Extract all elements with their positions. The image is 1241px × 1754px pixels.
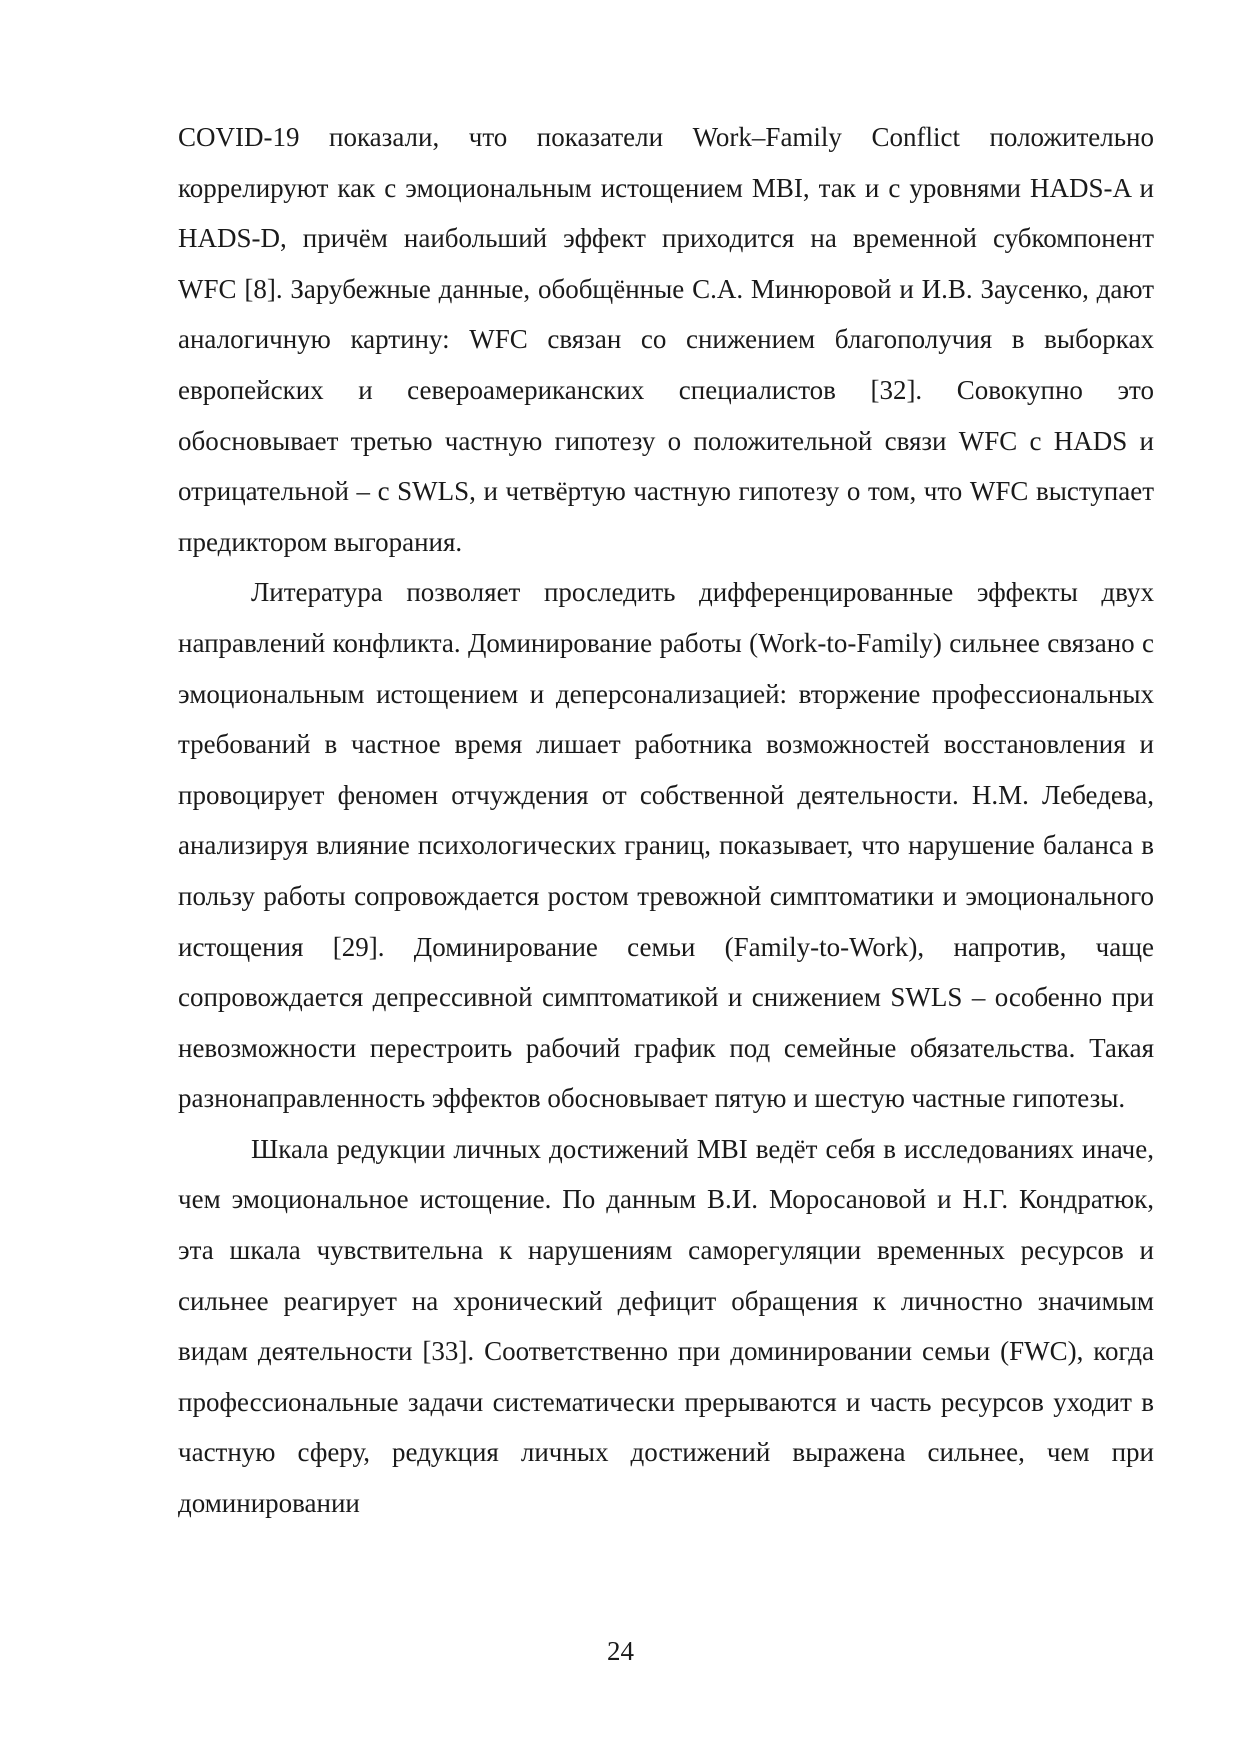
paragraph-conflict-directions: Литература позволяет проследить дифференцированные эффекты двух направлений конфликта. Доминирование работы (Work-to-Family) сильнее связано с эмоциональным истощением и деперсонализацией: вторжение профессиональных требований в частное время лишает работника возможностей восстановления и провоцирует феномен отчуждения от собственной деятельности. Н.М. Лебедева, анализируя влияние психологических границ, показывает, что нарушение баланса в пользу работы сопровождается ростом тревожной симптоматики и эмоционального истощения [29]. Доминирование семьи (Family-to-Work), напротив, чаще сопровождается депрессивной симптоматикой и снижением SWLS – особенно при невозможности перестроить рабочий график под семейные обязательства. Такая разнонаправленность эффектов обосновывает пятую и шестую частные гипотезы.: [178, 577, 1154, 1114]
page-body: [178, 112, 1154, 1529]
page-number: 24: [607, 1636, 634, 1666]
paragraph-personal-accomplishment: Шкала редукции личных достижений MBI ведёт себя в исследованиях иначе, чем эмоциональное истощение. По данным В.И. Моросановой и Н.Г. Кондратюк, эта шкала чувствительна к нарушениям саморегуляции временных ресурсов и сильнее реагирует на хронический дефицит обращения к личностно значимым видам деятельности [33]. Соответственно при доминировании семьи (FWC), когда профессиональные задачи систематически прерываются и часть ресурсов уходит в частную сферу, редукция личных достижений выражена сильнее, чем при доминировании: [178, 1133, 1154, 1519]
paragraph-continuation: COVID-19 показали, что показатели Work–Family Conflict положительно коррелируют как с эмоциональным истощением MBI, так и с уровнями HADS-A и HADS-D, причём наибольший эффект приходится на временной субкомпонент WFC [8]. Зарубежные данные, обобщённые С.А. Минюровой и И.В. Заусенко, дают аналогичную картину: WFC связан со снижением благополучия в выборках европейских и североамериканских специалистов [32]. Совокупно это обосновывает третью частную гипотезу о положительной связи WFC с HADS и отрицательной – с SWLS, и четвёртую частную гипотезу о том, что WFC выступает предиктором выгорания.: [178, 122, 1154, 557]
